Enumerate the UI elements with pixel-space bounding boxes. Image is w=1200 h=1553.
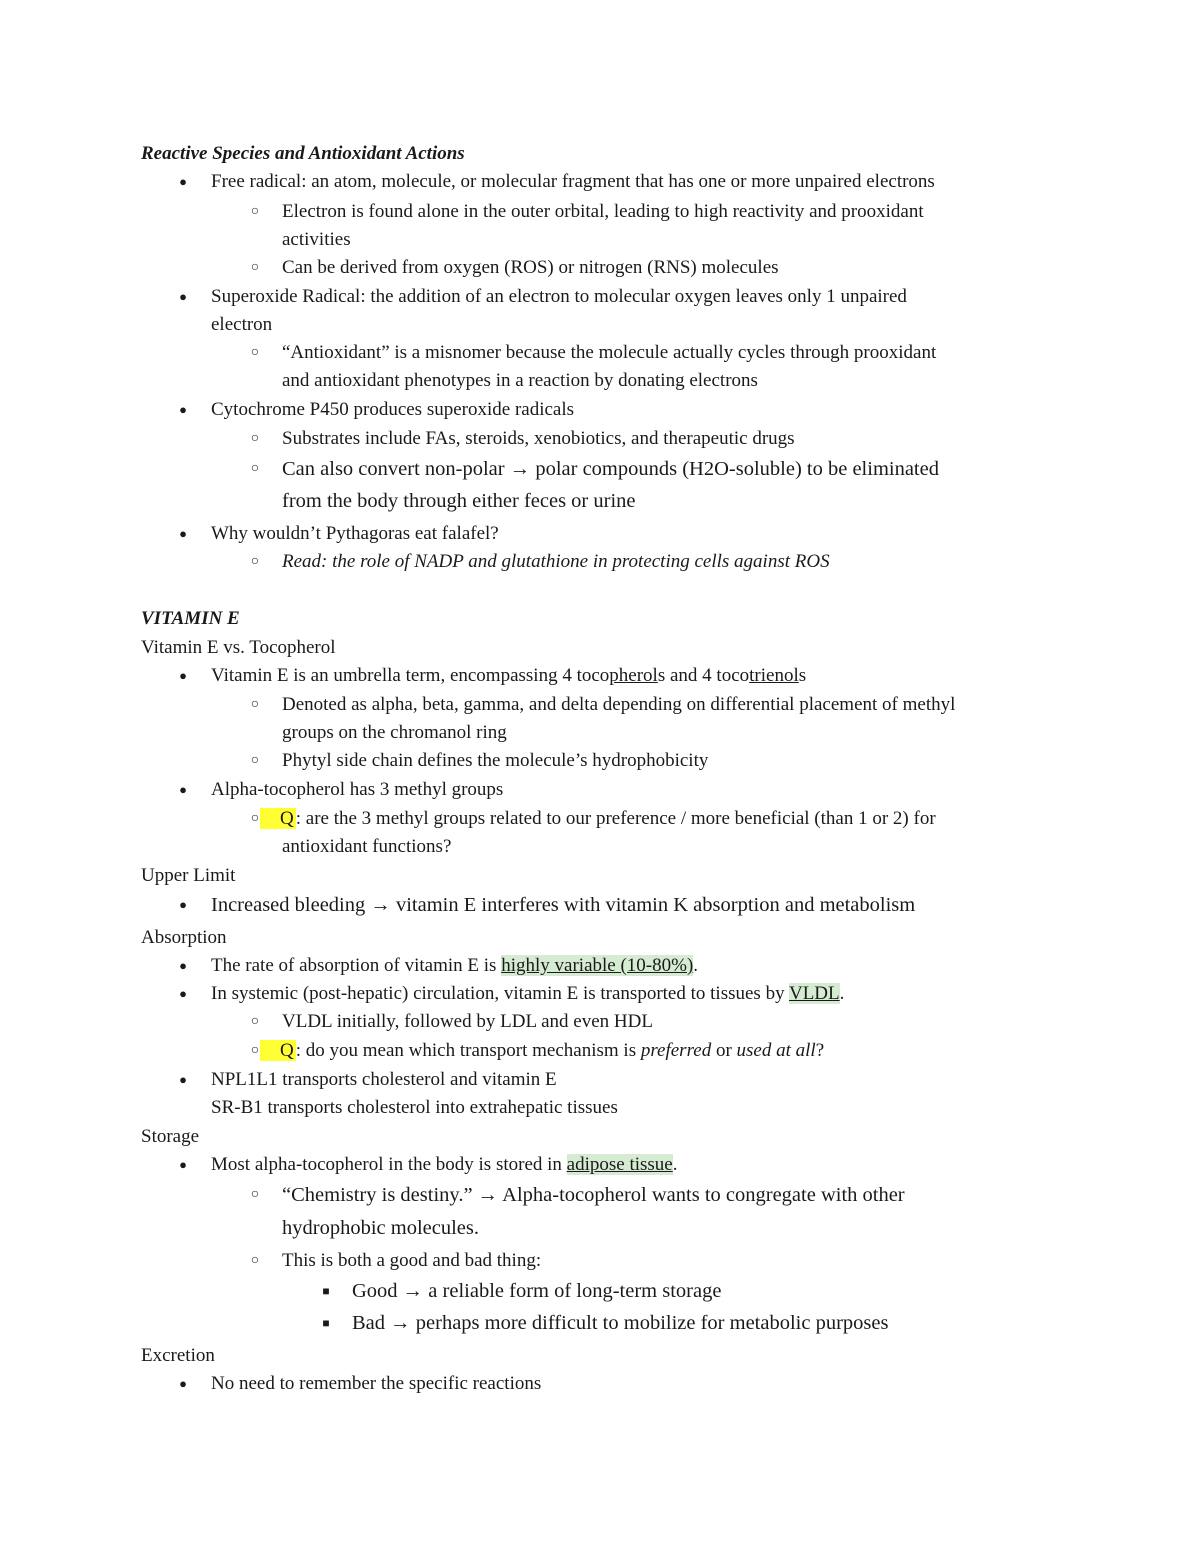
text-span: . (839, 983, 845, 1004)
list-item: Bad → perhaps more difficult to mobilize for metabolic purposes (352, 1312, 889, 1334)
list-item: Cytochrome P450 produces superoxide radicals (211, 399, 575, 420)
list-item (211, 664, 806, 688)
reading-note: Read: the role of NADP and glutathione in protecting cells against ROS (282, 551, 830, 572)
list-item: NPL1L1 transports cholesterol and vitamin E (211, 1069, 557, 1090)
bullet-circle (243, 693, 267, 717)
section-title-text: Reactive Species and Antioxidant Actions (141, 143, 465, 164)
list-item-italic (282, 550, 830, 574)
highlighted-text: highly variable (10-80%) (501, 955, 694, 976)
list-item-cont: from the body through either feces or urine (282, 490, 636, 512)
bullet-disc (171, 170, 195, 195)
highlighted-text: VLDL (788, 983, 840, 1004)
bullet-square (314, 1311, 338, 1336)
bullet-square (314, 1279, 338, 1304)
list-item: “Chemistry is destiny.” → Alpha-tocopherol wants to congregate with other (282, 1184, 905, 1206)
bullet-disc (171, 1153, 195, 1178)
bullet-circle (243, 1183, 267, 1207)
list-item: Denoted as alpha, beta, gamma, and delta depending on differential placement of methyl (282, 694, 956, 715)
bullet-disc (171, 1068, 195, 1093)
italic-text: preferred (640, 1040, 712, 1061)
bullet-circle (243, 341, 267, 365)
list-item: Free radical: an atom, molecule, or molecular fragment that has one or more unpaired electrons (211, 171, 935, 192)
list-item-cont: activities (282, 229, 351, 250)
highlighted-text: adipose tissue (566, 1154, 673, 1175)
list-item-cont: electron (211, 314, 273, 335)
list-item: Can also convert non-polar → polar compounds (H2O-soluble) to be eliminated (282, 458, 939, 480)
subheading: Storage (141, 1126, 200, 1147)
list-item-cont: and antioxidant phenotypes in a reaction by donating electrons (282, 370, 758, 391)
subheading: Excretion (141, 1345, 215, 1366)
bullet-circle (243, 550, 267, 574)
bullet-disc (171, 664, 195, 689)
text-span: : are the 3 methyl groups related to our preference / more beneficial (than 1 or 2) for (295, 808, 936, 829)
list-item-cont: hydrophobic molecules. (282, 1217, 479, 1239)
list-item: Phytyl side chain defines the molecule’s hydrophobicity (282, 750, 709, 771)
bullet-disc (171, 1372, 195, 1397)
bullet-circle (243, 427, 267, 451)
list-item: Substrates include FAs, steroids, xenobiotics, and therapeutic drugs (282, 428, 795, 449)
text-span: or (711, 1040, 737, 1061)
subheading: Vitamin E vs. Tocopherol (141, 637, 336, 658)
text-span: : do you mean which transport mechanism is (295, 1040, 641, 1061)
list-item: “Antioxidant” is a misnomer because the molecule actually cycles through prooxidant (282, 342, 937, 363)
bullet-circle (243, 256, 267, 280)
text-span: s and 4 toco (657, 665, 750, 686)
list-item (260, 807, 936, 831)
text-span: In systemic (post-hepatic) circulation, vitamin E is transported to tissues by (211, 983, 789, 1004)
question-highlight: Q (260, 1040, 296, 1061)
list-item: Good → a reliable form of long-term storage (352, 1280, 722, 1302)
text-span: Most alpha-tocopherol in the body is stored in (211, 1154, 567, 1175)
list-item (211, 982, 844, 1006)
text-span: The rate of absorption of vitamin E is (211, 955, 502, 976)
list-item: Why wouldn’t Pythagoras eat falafel? (211, 523, 499, 544)
bullet-circle (243, 749, 267, 773)
section-title (141, 607, 240, 631)
text-span: . (672, 1154, 678, 1175)
bullet-disc (171, 522, 195, 547)
bullet-disc (171, 982, 195, 1007)
list-item: No need to remember the specific reactions (211, 1373, 542, 1394)
list-item-cont: antioxidant functions? (282, 836, 452, 857)
list-item: This is both a good and bad thing: (282, 1250, 542, 1271)
text-span: s (798, 665, 807, 686)
bullet-disc (171, 398, 195, 423)
list-item (260, 1039, 824, 1063)
bullet-disc (171, 954, 195, 979)
italic-text: used at all (736, 1040, 816, 1061)
list-item: Superoxide Radical: the addition of an electron to molecular oxygen leaves only 1 unpaired (211, 286, 907, 307)
bullet-disc (171, 285, 195, 310)
question-highlight: Q (260, 808, 296, 829)
list-item: Electron is found alone in the outer orbital, leading to high reactivity and prooxidant (282, 201, 924, 222)
list-item: Alpha-tocopherol has 3 methyl groups (211, 779, 504, 800)
list-item-cont: groups on the chromanol ring (282, 722, 507, 743)
subheading: Upper Limit (141, 865, 236, 886)
underlined-text: trienol (749, 665, 799, 686)
underlined-text: pherol (609, 665, 658, 686)
text-span: Vitamin E is an umbrella term, encompassing 4 toco (211, 665, 610, 686)
list-item (211, 954, 698, 978)
list-item (211, 1153, 678, 1177)
list-item-cont: SR-B1 transports cholesterol into extrahepatic tissues (211, 1097, 618, 1118)
bullet-circle (243, 457, 267, 481)
list-item: VLDL initially, followed by LDL and even HDL (282, 1011, 653, 1032)
text-span: ? (815, 1040, 825, 1061)
bullet-circle (243, 200, 267, 224)
bullet-disc (171, 778, 195, 803)
section-title (141, 142, 465, 166)
text-span: . (693, 955, 699, 976)
subheading: Absorption (141, 927, 227, 948)
list-item: Increased bleeding → vitamin E interferes with vitamin K absorption and metabolism (211, 894, 916, 916)
section-title-text: VITAMIN E (141, 608, 240, 629)
bullet-circle (243, 1010, 267, 1034)
bullet-circle (243, 1249, 267, 1273)
bullet-disc (171, 893, 195, 918)
list-item: Can be derived from oxygen (ROS) or nitrogen (RNS) molecules (282, 257, 779, 278)
